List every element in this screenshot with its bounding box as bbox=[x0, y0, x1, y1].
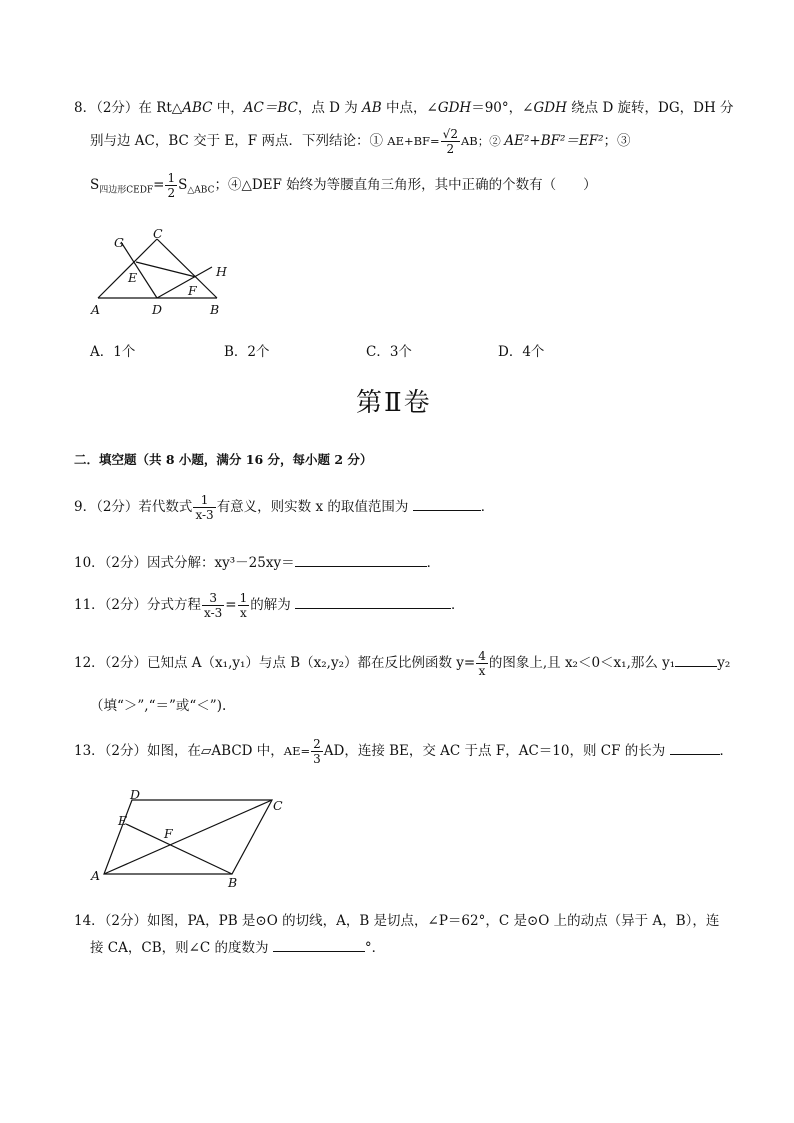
q8-option-b[interactable]: B．2个 bbox=[224, 344, 270, 360]
frac-num: √2 bbox=[442, 127, 458, 141]
fig13-label-f: F bbox=[164, 826, 173, 841]
q8-c3-sub: 四边形CEDF bbox=[99, 185, 154, 196]
q8-text: 8．（2分）在 Rt△ bbox=[74, 100, 183, 116]
fig8-label-e: E bbox=[128, 270, 138, 285]
q14-answer-blank[interactable] bbox=[273, 937, 365, 952]
q8-c2: AE²+BF²＝EF² bbox=[504, 133, 604, 149]
frac-num: 1 bbox=[239, 591, 248, 605]
frac-den: x bbox=[478, 664, 486, 678]
frac-num: 1 bbox=[167, 171, 176, 185]
frac-den: x-3 bbox=[204, 606, 223, 620]
q10-answer-blank[interactable] bbox=[295, 552, 427, 567]
q8-line1 bbox=[74, 96, 734, 116]
q8-c3: = bbox=[153, 177, 165, 193]
q13-fraction bbox=[311, 738, 323, 765]
q12-text: 的图象上,且 x₂＜0＜x₁,那么 y₁ bbox=[488, 655, 676, 671]
q12-line2: （填“＞”,“＝”或“＜”). bbox=[90, 698, 227, 714]
q8-ab: AB bbox=[362, 100, 382, 116]
q10-text: ． bbox=[426, 555, 441, 571]
q9-text: 9．（2分）若代数式 bbox=[74, 499, 193, 515]
q8-gdh: GDH bbox=[437, 100, 472, 116]
frac-den: x-3 bbox=[195, 508, 214, 522]
frac-num: 1 bbox=[193, 494, 215, 508]
q8-abc: ABC bbox=[182, 100, 213, 116]
q11-fraction-2 bbox=[238, 592, 250, 619]
q8-gdh: GDH bbox=[533, 100, 567, 116]
frac-num: 3 bbox=[202, 592, 224, 606]
q8-text: ；④△DEF 始终为等腰直角三角形，其中正确的个数有（ ） bbox=[214, 177, 597, 193]
q12-text: 12．（2分）已知点 A（x₁,y₁）与点 B（x₂,y₂）都在反比例函数 y= bbox=[74, 655, 476, 671]
segment-cb bbox=[157, 239, 217, 298]
q13-text: AD，连接 BE，交 AC 于点 F，AC＝10，则 CF 的长为 bbox=[323, 743, 670, 759]
q12-fraction bbox=[476, 650, 488, 677]
q9-line bbox=[74, 494, 494, 521]
segment-ef bbox=[136, 262, 196, 277]
segment-ac bbox=[98, 239, 157, 298]
q8-option-c[interactable]: C．3个 bbox=[366, 344, 412, 360]
q9-answer-blank[interactable] bbox=[413, 496, 481, 511]
q8-text: 中点，∠ bbox=[381, 100, 438, 116]
fig13-label-d: D bbox=[130, 788, 141, 802]
fig8-label-h: H bbox=[216, 264, 227, 279]
q9-fraction bbox=[193, 494, 215, 521]
fig13-label-c: C bbox=[273, 798, 283, 813]
frac-num: 4 bbox=[478, 649, 486, 663]
frac-den: 3 bbox=[313, 752, 321, 766]
q13-answer-blank[interactable] bbox=[670, 740, 720, 755]
q8-c3-fraction bbox=[165, 172, 177, 199]
q13-line bbox=[74, 738, 733, 765]
q8-text: 绕点 D 旋转，DG，DH 分 bbox=[566, 100, 734, 116]
q12-answer-blank[interactable] bbox=[675, 652, 717, 667]
q9-text: 有意义，则实数 x 的取值范围为 bbox=[216, 499, 413, 515]
q8-line3 bbox=[90, 172, 597, 199]
q8-line2 bbox=[90, 128, 631, 155]
segment-be bbox=[126, 824, 232, 874]
fig8-label-f: F bbox=[188, 283, 197, 298]
q8-text: ＝90°，∠ bbox=[471, 100, 534, 116]
q12-line1 bbox=[74, 650, 730, 677]
q13-figure bbox=[86, 788, 296, 892]
q11-text: ． bbox=[451, 597, 465, 613]
frac-den: x bbox=[240, 606, 247, 620]
q10-line bbox=[74, 551, 440, 571]
q10-text: 10．（2分）因式分解：xy³－25xy＝ bbox=[74, 555, 295, 571]
q14-line2 bbox=[90, 936, 385, 956]
fig8-label-a: A bbox=[91, 302, 101, 317]
fig8-label-b: B bbox=[210, 302, 220, 317]
q14-text: °． bbox=[364, 940, 386, 956]
q8-c3: S bbox=[178, 177, 188, 193]
fig13-label-a: A bbox=[91, 868, 101, 883]
q11-text: = bbox=[225, 597, 237, 613]
fig13-label-b: B bbox=[228, 875, 238, 890]
segment-dh bbox=[157, 267, 212, 298]
q8-c3: S bbox=[90, 177, 100, 193]
q14-line1: 14．（2分）如图，PA，PB 是⊙O 的切线，A，B 是切点，∠P＝62°，C 是⊙O 上的动点（异于 A，B），连 bbox=[74, 913, 720, 929]
q11-answer-blank[interactable] bbox=[295, 594, 451, 609]
fig8-label-d: D bbox=[152, 302, 163, 317]
q11-fraction-1 bbox=[202, 592, 224, 619]
q11-text: 11．（2分）分式方程 bbox=[74, 597, 202, 613]
q8-c3-sub: △ABC bbox=[187, 185, 215, 196]
q11-text: 的解为 bbox=[250, 597, 296, 613]
frac-num: 2 bbox=[313, 737, 321, 751]
q8-c1: AB；② bbox=[460, 134, 505, 148]
q12-text: y₂ bbox=[717, 655, 731, 671]
fig8-label-c: C bbox=[153, 226, 163, 241]
fig13-label-e: E bbox=[118, 813, 128, 828]
q11-line bbox=[74, 592, 465, 619]
q8-c1: AE+BF= bbox=[387, 134, 440, 148]
q8-text: 中， bbox=[212, 100, 244, 116]
q8-text: ，点 D 为 bbox=[297, 100, 363, 116]
q8-cond: AC＝BC bbox=[243, 100, 298, 116]
q8-option-d[interactable]: D．4个 bbox=[498, 344, 545, 360]
section-heading: 二．填空题（共 8 小题，满分 16 分，每小题 2 分） bbox=[74, 452, 373, 467]
q13-ae: AE= bbox=[283, 744, 311, 758]
q9-text: ． bbox=[480, 499, 495, 515]
fig8-label-g: G bbox=[114, 235, 124, 250]
q8-text: 别与边 AC，BC 交于 E，F 两点．下列结论：① bbox=[90, 133, 388, 149]
q8-figure bbox=[86, 222, 246, 322]
q8-option-a[interactable]: A．1个 bbox=[90, 344, 136, 360]
frac-den: 2 bbox=[446, 142, 455, 156]
q13-text: ． bbox=[719, 743, 734, 759]
diagonal-ac bbox=[104, 800, 272, 874]
frac-den: 2 bbox=[167, 186, 176, 200]
q8-text: ；③ bbox=[603, 133, 631, 149]
q14-text: 接 CA，CB，则∠C 的度数为 bbox=[90, 940, 273, 956]
q13-text: 13．（2分）如图，在▱ABCD 中， bbox=[74, 743, 284, 759]
part2-title: 第Ⅱ卷 bbox=[356, 388, 432, 418]
q8-c1-fraction bbox=[441, 128, 460, 155]
